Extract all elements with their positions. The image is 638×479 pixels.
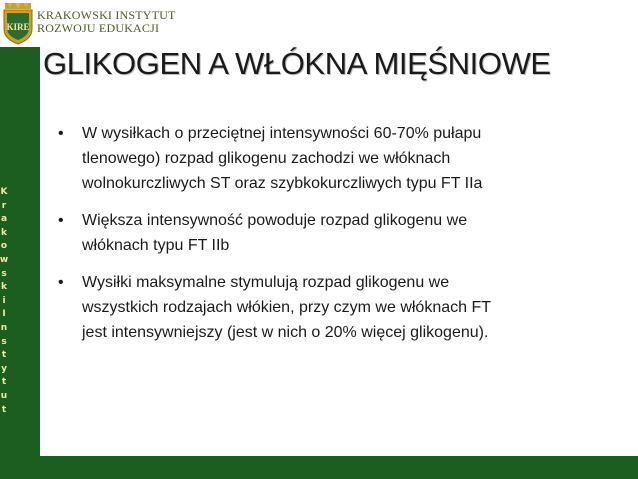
sidebar-vertical-text	[0, 186, 8, 417]
bullet-text-line: W wysiłkach o przeciętnej intensywności 60-70% pułapu	[82, 125, 482, 142]
bullet-item	[58, 270, 598, 345]
shield-icon	[2, 3, 34, 45]
sidebar-char: i	[2, 295, 6, 306]
logo-emblem	[2, 3, 34, 45]
sidebar-char: a	[0, 214, 8, 225]
logo-line-2: ROZWOJU EDUKACJI	[37, 21, 160, 35]
sidebar-char: o	[0, 241, 8, 252]
sidebar-char: n	[0, 322, 8, 333]
bullet-dot-icon: •	[58, 274, 64, 291]
sidebar-char: r	[1, 200, 7, 211]
sidebar-char: u	[0, 390, 8, 401]
bullet-item	[58, 121, 598, 196]
logo-line-1: KRAKOWSKI INSTYTUT	[37, 8, 176, 22]
bullet-item	[58, 208, 598, 258]
bullet-dot-icon: •	[58, 125, 64, 142]
logo-emblem-text: KIRE	[6, 22, 30, 32]
bullet-dot-icon: •	[58, 212, 64, 229]
sidebar-char: s	[1, 268, 7, 279]
sidebar-char: w	[0, 254, 9, 265]
sidebar-char: t	[1, 377, 7, 388]
sidebar-char: s	[1, 336, 7, 347]
bottom-green-bar	[40, 456, 638, 479]
sidebar-char: k	[1, 227, 7, 238]
bullet-list	[58, 121, 598, 357]
bullet-text-line: jest intensywniejszy (jest w nich o 20% więcej glikogenu).	[82, 324, 489, 341]
sidebar-char: K	[0, 187, 8, 197]
sidebar-char: t	[1, 404, 7, 415]
bullet-text-line: Wysiłki maksymalne stymulują rozpad glikogenu we	[82, 274, 450, 291]
sidebar-char: k	[1, 282, 7, 293]
sidebar-char: I	[2, 309, 6, 320]
bullet-text-line: tlenowego) rozpad glikogenu zachodzi we włóknach	[82, 150, 451, 167]
logo-text	[37, 9, 176, 35]
slide-title: GLIKOGEN A WŁÓKNA MIĘŚNIOWE	[43, 46, 551, 81]
bullet-text-line: Większa intensywność powoduje rozpad glikogenu we	[82, 212, 468, 229]
bullet-text-line: wszystkich rodzajach włókien, przy czym we włóknach FT	[82, 299, 492, 316]
sidebar-char: t	[1, 350, 7, 361]
sidebar-char: y	[1, 363, 7, 374]
bullet-text-line: wolnokurczliwych ST oraz szybkokurczliwych typu FT IIa	[82, 175, 483, 192]
bullet-text-line: włóknach typu FT IIb	[82, 237, 230, 254]
